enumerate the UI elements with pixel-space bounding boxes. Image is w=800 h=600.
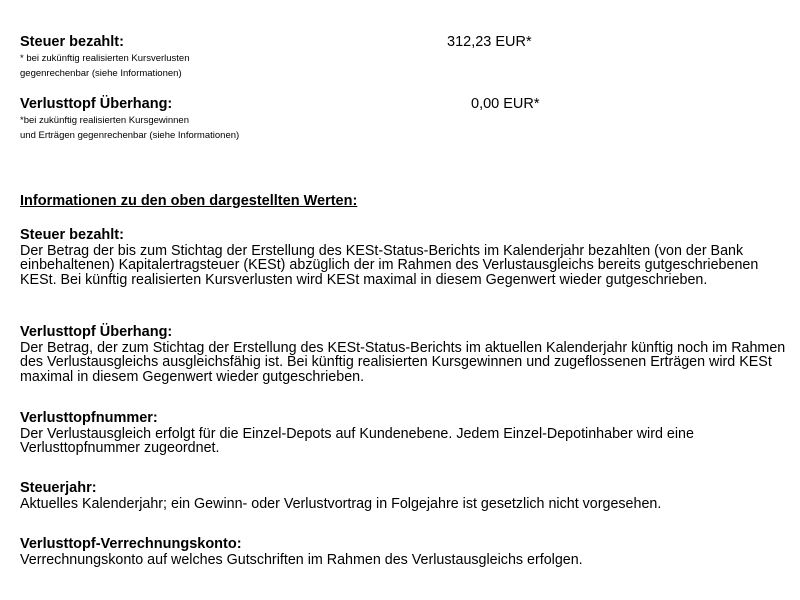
info-section-title: Verlusttopfnummer: [20,410,158,426]
info-section-clearing-account [20,537,790,567]
info-section-text: Der Verlustausgleich erfolgt für die Einzel-Depots auf Kundenebene. Jedem Einzel-Depotinhaber wird eine Verlusttopfnummer zugeordnet. [20,425,694,456]
info-heading: Informationen zu den oben dargestellten Werten: [20,193,358,209]
info-section-loss-pot-number [20,411,790,456]
tax-paid-value: 312,23 EUR* [447,34,532,50]
info-section-title: Steuerjahr: [20,480,97,496]
loss-pot-excess-note-line1: *bei zukünftig realisierten Kursgewinnen [20,115,189,126]
info-section-tax-year [20,481,790,511]
document-page [20,0,790,600]
loss-pot-excess-label: Verlusttopf Überhang: [20,96,173,112]
loss-pot-excess-note-line2: und Erträgen gegenrechenbar (siehe Informationen) [20,130,240,141]
tax-paid-label: Steuer bezahlt: [20,34,124,50]
tax-paid-note-line1: * bei zukünftig realisierten Kursverlusten [20,53,190,64]
info-section-text: Der Betrag, der zum Stichtag der Erstellung des KESt-Status-Berichts im aktuellen Kalenderjahr künftig noch im Rahmen des Verlustausgleichs ausgleichsfähig ist. Bei künftig realisierten Kursgewinnen und zugeflossenen Erträgen wird KESt maximal in diesem Gegenwert wieder gutgeschrieben. [20,339,786,385]
info-section-tax-paid [20,228,790,287]
loss-pot-excess-value: 0,00 EUR* [471,96,540,112]
info-section-title: Steuer bezahlt: [20,227,124,243]
info-section-text: Verrechnungskonto auf welches Gutschriften im Rahmen des Verlustausgleichs erfolgen. [20,551,583,568]
info-section-loss-pot-excess [20,325,790,384]
info-section-title: Verlusttopf Überhang: [20,324,173,340]
info-section-text: Der Betrag der bis zum Stichtag der Erstellung des KESt-Status-Berichts im Kalenderjahr bezahlten (von der Bank einbehaltenen) Kapitalertragsteuer (KESt) abzüglich der im Rahmen des Verlustausgleichs bereits gutgeschriebenen KESt. Bei künftig realisierten Kursverlusten wird KESt maximal in diesem Gegenwert wieder gutgeschrieben. [20,242,759,288]
tax-paid-note-line2: gegenrechenbar (siehe Informationen) [20,68,182,79]
info-section-title: Verlusttopf-Verrechnungskonto: [20,536,242,552]
info-section-text: Aktuelles Kalenderjahr; ein Gewinn- oder Verlustvortrag in Folgejahre ist gesetzlich nicht vorgesehen. [20,495,662,512]
